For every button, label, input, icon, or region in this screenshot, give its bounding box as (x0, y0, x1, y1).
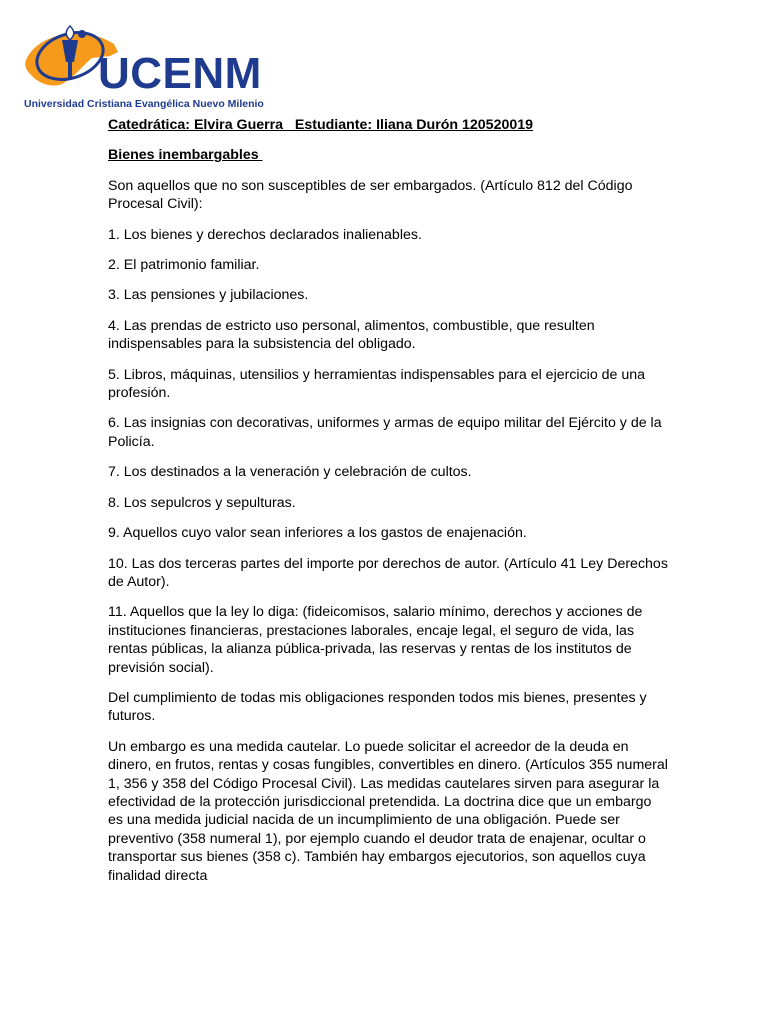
torch-flame (66, 26, 74, 40)
list-item-1: 1. Los bienes y derechos declarados inalienables. (108, 226, 422, 243)
teacher-name: Catedrática: Elvira Guerra (108, 117, 284, 133)
header-line (108, 116, 668, 134)
paragraph-embargo: Un embargo es una medida cautelar. Lo puede solicitar el acreedor de la deuda en dinero, en frutos, rentas y cosas fungibles, convertibles en dinero. (Artículos 355 numeral 1, 356 y 358 del Código Procesal Civil). Las medidas cautelares sirven para asegurar la efectividad de la protección jurisdiccional pretendida. La doctrina dice que un embargo es una medida judicial nacida de un incumplimiento de una obligación. Puede ser preventivo (358 numeral 1), por ejemplo cuando el deudor trata de enajenar, ocultar o transportar sus bienes (358 c). También hay embargos ejecutorios, son aquellos cuya finalidad directa (108, 738, 668, 884)
logo-wordmark: UCENM (98, 49, 262, 98)
paragraph-intro: Son aquellos que no son susceptibles de ser embargados. (Artículo 812 del Código Procesal Civil): (108, 177, 633, 213)
list-item-4: 4. Las prendas de estricto uso personal, alimentos, combustible, que resulten indispensables para la subsistencia del obligado. (108, 317, 595, 353)
list-item-3: 3. Las pensiones y jubilaciones. (108, 287, 309, 304)
university-logo (22, 22, 262, 114)
paragraph-obligations: Del cumplimiento de todas mis obligaciones responden todos mis bienes, presentes y futuros. (108, 689, 647, 725)
student-name: Estudiante: Iliana Durón 120520019 (294, 117, 534, 133)
list-item-10: 10. Las dos terceras partes del importe por derechos de autor. (Artículo 41 Ley Derechos de Autor). (108, 555, 668, 590)
section-title: Bienes inembargables (108, 147, 263, 164)
list-item-11: 11. Aquellos que la ley lo diga: (fideicomisos, salario mínimo, derechos y acciones de instituciones financieras, prestaciones laborales, encaje legal, el seguro de vida, las rentas públicas, la alianza pública-privada, las reservas y rentas de los institutos de previsión social). (108, 604, 643, 676)
list-item-9: 9. Aquellos cuyo valor sean inferiores a los gastos de enajenación. (108, 525, 527, 542)
list-item-7: 7. Los destinados a la veneración y celebración de cultos. (108, 464, 472, 481)
list-item-8: 8. Los sepulcros y sepulturas. (108, 494, 296, 511)
list-item-2: 2. El patrimonio familiar. (108, 257, 260, 274)
logo-caption: Universidad Cristiana Evangélica Nuevo Milenio (24, 98, 264, 110)
list-item-6: 6. Las insignias con decorativas, uniformes y armas de equipo militar del Ejército y de la Policía. (108, 415, 662, 450)
torch-handle (68, 62, 72, 80)
document-body (108, 116, 668, 897)
logo-dot (78, 30, 86, 38)
list-item-5: 5. Libros, máquinas, utensilios y herramientas indispensables para el ejercicio de una profesión. (108, 366, 646, 402)
